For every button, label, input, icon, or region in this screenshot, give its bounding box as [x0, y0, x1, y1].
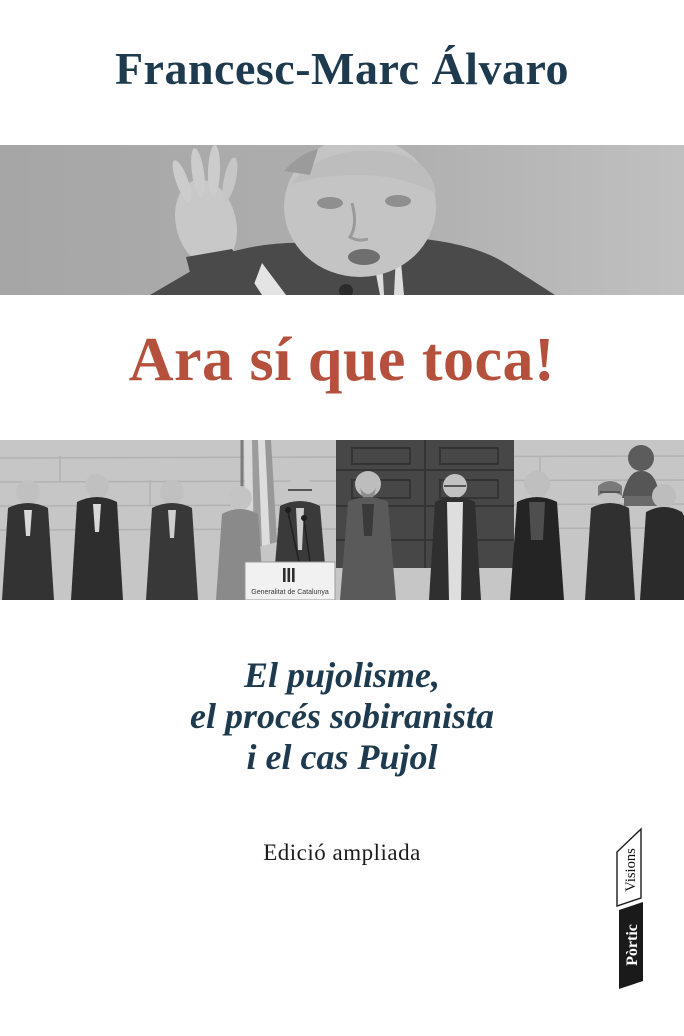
left-eye	[317, 197, 343, 209]
microphone-icon	[285, 507, 291, 513]
microphone-icon	[301, 515, 307, 521]
edition-note: Edició ampliada	[263, 840, 421, 865]
publisher-logo	[612, 824, 650, 1002]
subtitle-line: i el cas Pujol	[246, 737, 438, 777]
subtitle	[0, 655, 684, 778]
imprint-label: Pòrtic	[624, 924, 641, 966]
pujol-photo	[0, 145, 684, 295]
title: Ara sí que toca!	[128, 326, 556, 394]
author-name: Francesc-Marc Álvaro	[114, 43, 570, 94]
lectern-text: Generalitat de Catalunya	[251, 589, 329, 596]
microphone-stem	[344, 291, 348, 295]
group-photo	[0, 440, 684, 600]
collection-label: Visions	[623, 848, 639, 892]
subtitle-line: el procés sobiranista	[189, 696, 494, 736]
generalitat-bars-icon	[283, 568, 295, 582]
mouth	[348, 249, 380, 265]
subtitle-line: El pujolisme,	[243, 655, 441, 695]
right-eye	[385, 195, 411, 207]
